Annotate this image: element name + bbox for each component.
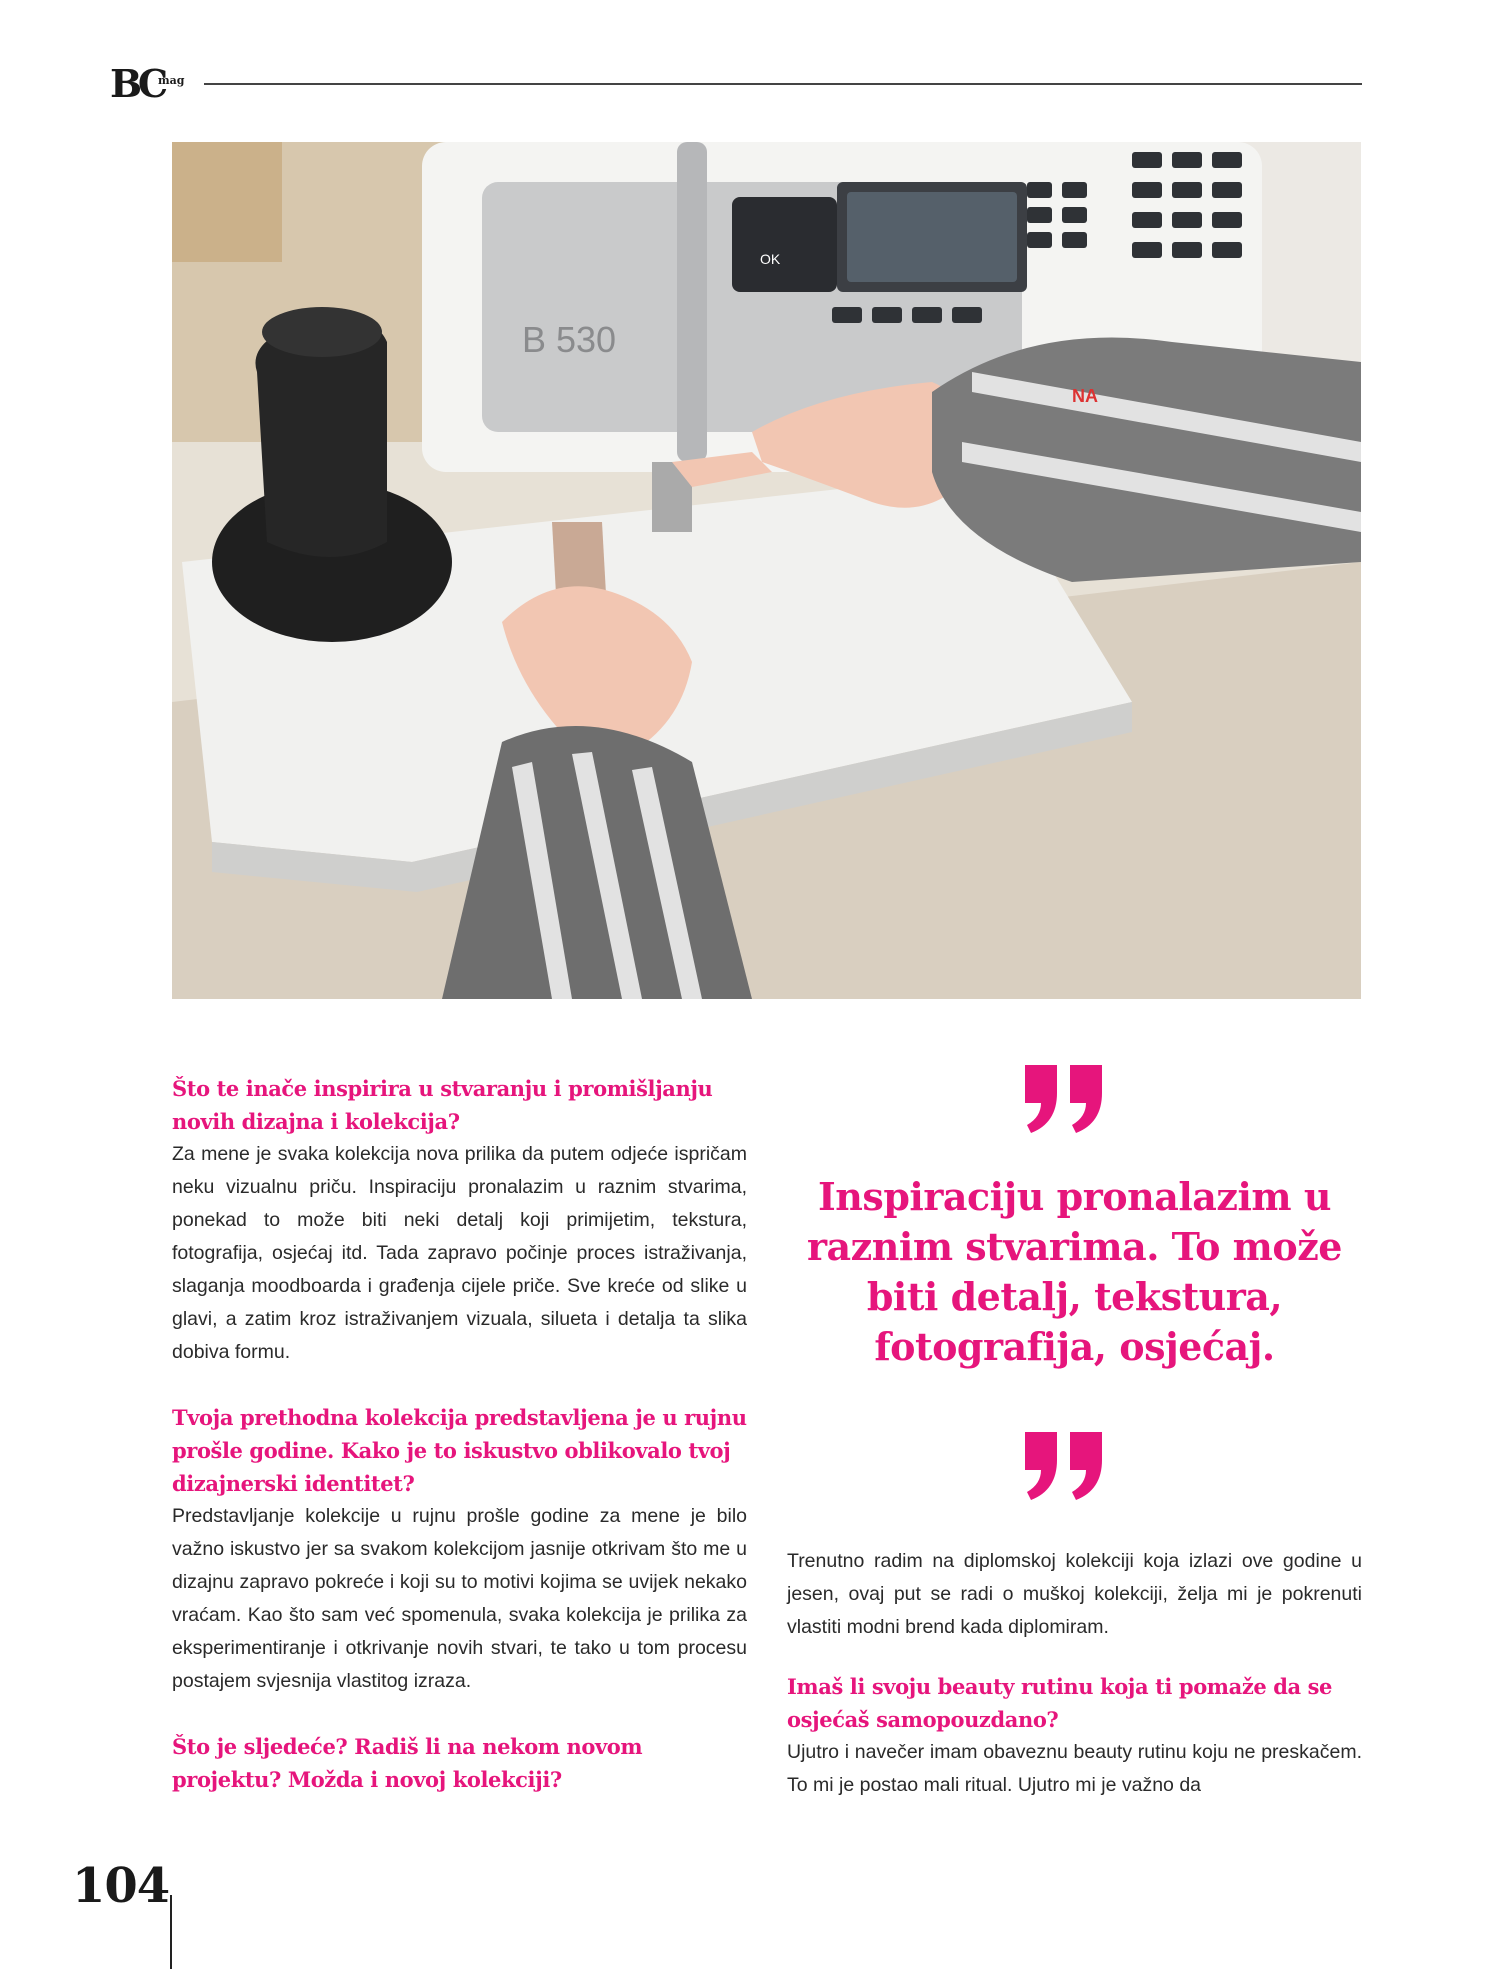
answer-inspiration: Za mene je svaka kolekcija nova prilika da putem odjeće ispričam neku vizualnu priču. Inspiraciju pronalazim u raznim stvarima, ponekad to može biti neki detalj koji primijetim, tekstura, fotografija, osjećaj itd. Tada zapravo počinje proces istraživanja, slaganja moodboarda i građenja cijele priče. Sve kreće od slike u glavi, a zatim kroz istraživanjem vizuala, silueta i detalja ta slika dobiva formu. — [172, 1143, 747, 1363]
question-beauty-routine: Imaš li svoju beauty rutinu koja ti pomaže da se osjećaš samopouzdano? — [787, 1674, 1333, 1732]
sewing-machine-photo — [172, 142, 1361, 999]
logo-main-text: BC — [110, 61, 164, 106]
header-rule — [204, 83, 1362, 85]
magazine-logo — [110, 61, 185, 106]
question-next-project: Što je sljedeće? Radiš li na nekom novom projektu? Možda i novoj kolekciji? — [172, 1734, 643, 1792]
question-previous-collection: Tvoja prethodna kolekcija predstavljena je u rujnu prošle godine. Kako je to iskustvo oblikovalo tvoj dizajnerski identitet? — [172, 1405, 747, 1496]
page-number: 104 — [72, 1858, 170, 1914]
quote-mark-icon — [1020, 1432, 1110, 1502]
sewing-machine-illustration — [172, 142, 1361, 999]
answer-next-project: Trenutno radim na diplomskoj kolekciji koja izlazi ove godine u jesen, ovaj put se radi o muškoj kolekciji, želja mi je pokrenuti vlastiti modni brend kada diplomiram. — [787, 1550, 1362, 1638]
pull-quote: Inspiraciju pronalazim u raznim stvarima. To može biti detalj, tekstura, fotografija, osjećaj. — [807, 1174, 1342, 1369]
article-right-column — [787, 1545, 1362, 1802]
page-rule — [170, 1895, 172, 1969]
answer-beauty-routine: Ujutro i navečer imam obaveznu beauty rutinu koju ne preskačem. To mi je postao mali ritual. Ujutro mi je važno da — [787, 1741, 1362, 1796]
ok-key-label: OK — [760, 251, 781, 267]
machine-model-label: B 530 — [522, 319, 617, 360]
question-inspiration: Što te inače inspirira u stvaranju i promišljanju novih dizajna i kolekcija? — [172, 1076, 713, 1134]
article-left-column — [172, 1072, 747, 1796]
quote-mark-icon — [1020, 1065, 1110, 1135]
answer-previous-collection: Predstavljanje kolekcije u rujnu prošle godine za mene je bilo važno iskustvo jer sa svakom kolekcijom jasnije otkrivam što me u dizajnu zapravo pokreće i koji su to motivi kojima se uvijek nekako vraćam. Kao što sam već spomenula, svaka kolekcija je prilika za eksperimentiranje i otkrivanje novih stvari, te tako u tom procesu postajem svjesnija vlastitog izraza. — [172, 1505, 747, 1692]
logo-sub-text: mag — [158, 74, 185, 87]
machine-brand-label: NA — [1072, 386, 1098, 406]
